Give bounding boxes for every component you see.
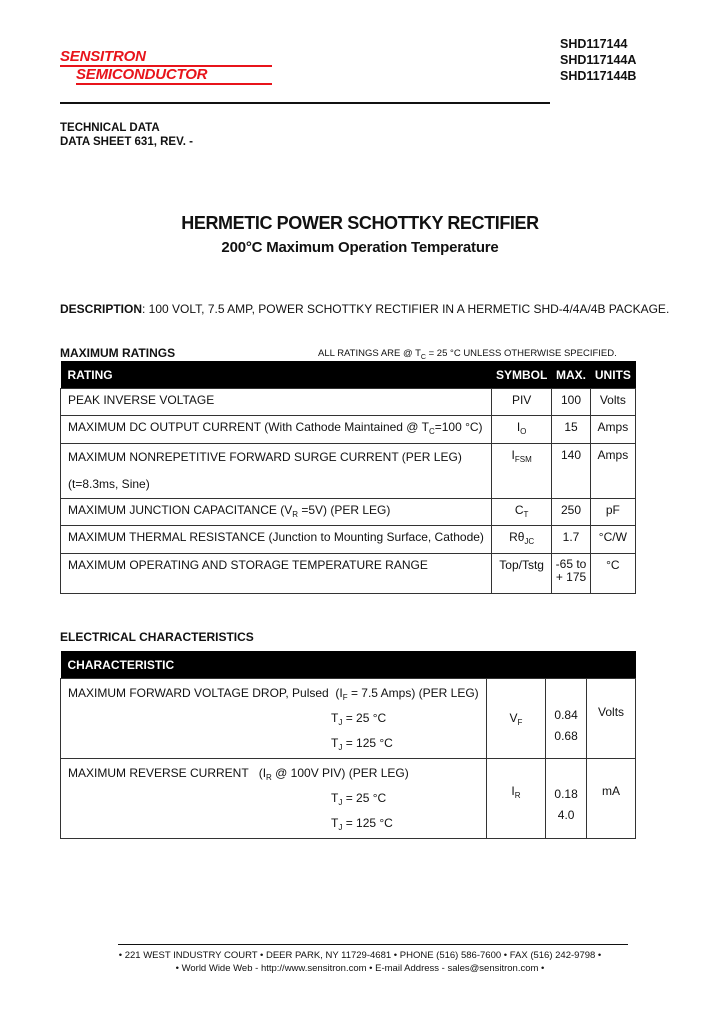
col-header-max: MAX. — [552, 361, 590, 389]
max-cell: 100 — [552, 389, 590, 416]
part-number: SHD117144 — [560, 37, 628, 51]
rating-cell: PEAK INVERSE VOLTAGE — [61, 389, 492, 416]
table-row — [61, 679, 636, 759]
table-row — [61, 444, 636, 499]
symbol-cell: Top/Tstg — [491, 554, 551, 594]
table-row — [61, 416, 636, 444]
max-cell: 250 — [552, 499, 590, 526]
footer-rule — [118, 944, 628, 945]
table-row — [61, 759, 636, 839]
table-header-row — [61, 651, 636, 679]
part-numbers — [560, 36, 636, 84]
table-header-row — [61, 361, 636, 389]
table-row — [61, 499, 636, 526]
technical-data-label: TECHNICAL DATA — [60, 122, 160, 134]
description — [60, 302, 669, 316]
symbol-cell: $I_R$ — [486, 759, 545, 839]
units-cell: pF — [590, 499, 635, 526]
brand-name-line2: SEMICONDUCTOR — [76, 66, 208, 83]
col-header-characteristic: CHARACTERISTIC — [61, 651, 636, 679]
col-header-units: UNITS — [590, 361, 635, 389]
table-row — [61, 389, 636, 416]
units-cell: Volts — [587, 679, 636, 759]
rating-cell: MAXIMUM THERMAL RESISTANCE (Junction to Mounting Surface, Cathode) — [61, 526, 492, 554]
table-row — [61, 554, 636, 594]
part-number: SHD117144A — [560, 53, 637, 67]
units-cell: mA — [587, 759, 636, 839]
header-rule — [60, 102, 550, 104]
part-number: SHD117144B — [560, 69, 637, 83]
symbol-cell: PIV — [491, 389, 551, 416]
max-ratings-title: MAXIMUM RATINGS — [60, 346, 176, 360]
rating-cell: MAXIMUM OPERATING AND STORAGE TEMPERATURE RANGE — [61, 554, 492, 594]
electrical-title: ELECTRICAL CHARACTERISTICS — [60, 630, 254, 644]
characteristic-cell: MAXIMUM FORWARD VOLTAGE DROP, Pulsed ($I_F = 7.5$ Amps) (PER LEG) $T_J = 25$ °C $T_J = 125$ °C — [61, 679, 487, 759]
brand-name-line1: SENSITRON — [60, 48, 146, 65]
rating-cell: MAXIMUM DC OUTPUT CURRENT (With Cathode Maintained @ $T_C=100$ °C) — [61, 416, 492, 444]
max-cell: 1.7 — [552, 526, 590, 554]
units-cell: Amps — [590, 444, 635, 499]
ratings-note: ALL RATINGS ARE @ $T_C = 25$ °C UNLESS OTHERWISE SPECIFIED. — [318, 348, 617, 361]
rating-cell: MAXIMUM NONREPETITIVE FORWARD SURGE CURRENT (PER LEG) (t=8.3ms, Sine) — [61, 444, 492, 499]
footer-address: • 221 WEST INDUSTRY COURT • DEER PARK, NY 11729-4681 • PHONE (516) 586-7600 • FAX (516) 242-9798 • — [118, 950, 602, 961]
units-cell: Amps — [590, 416, 635, 444]
footer-web: • World Wide Web - http://www.sensitron.com • E-mail Address - sales@sensitron.com • — [175, 963, 545, 974]
max-cell: 15 — [552, 416, 590, 444]
units-cell: °C/W — [590, 526, 635, 554]
max-ratings-table — [60, 361, 636, 594]
data-sheet-revision: DATA SHEET 631, REV. - — [60, 136, 193, 148]
col-header-rating: RATING — [61, 361, 492, 389]
rating-cell: MAXIMUM JUNCTION CAPACITANCE $(V_R =5V)$ (PER LEG) — [61, 499, 492, 526]
symbol-cell: $C_T$ — [491, 499, 551, 526]
max-cell: 140 — [552, 444, 590, 499]
technical-data-block — [60, 121, 193, 149]
electrical-table — [60, 651, 636, 839]
value-cell: 0.84 0.68 — [546, 679, 587, 759]
description-text: : 100 VOLT, 7.5 AMP, POWER SCHOTTKY RECTIFIER IN A HERMETIC SHD-4/4A/4B PACKAGE. — [142, 302, 670, 316]
symbol-cell: $V_F$ — [486, 679, 545, 759]
characteristic-cell: MAXIMUM REVERSE CURRENT ($I_R$ @ 100V PIV) (PER LEG) $T_J = 25$ °C $T_J = 125$ °C — [61, 759, 487, 839]
symbol-cell: $R\theta_{JC}$ — [491, 526, 551, 554]
description-label: DESCRIPTION — [60, 302, 143, 316]
units-cell: Volts — [590, 389, 635, 416]
symbol-cell: $I_O$ — [491, 416, 551, 444]
units-cell: °C — [590, 554, 635, 594]
max-cell: -65 to + 175 — [552, 554, 590, 594]
value-cell: 0.18 4.0 — [546, 759, 587, 839]
page-subtitle: 200°C Maximum Operation Temperature — [221, 239, 499, 256]
page-title: HERMETIC POWER SCHOTTKY RECTIFIER — [181, 213, 539, 233]
col-header-symbol: SYMBOL — [491, 361, 551, 389]
table-row — [61, 526, 636, 554]
symbol-cell: $I_{FSM}$ — [491, 444, 551, 499]
brand-underline-2 — [76, 83, 272, 85]
